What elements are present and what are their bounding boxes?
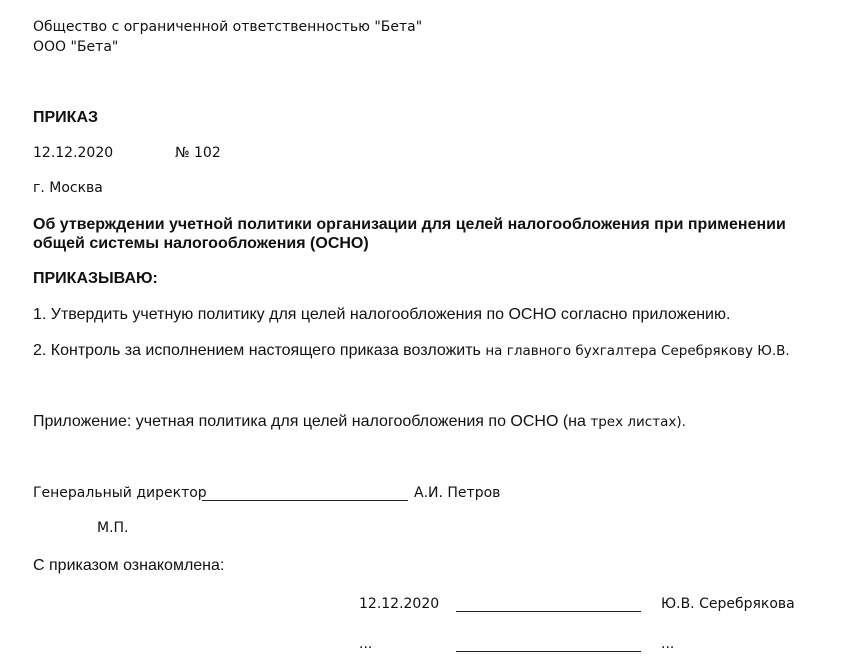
order-date: 12.12.2020 (33, 145, 114, 161)
acknowledgement-signature-line (456, 651, 641, 652)
acknowledgement-date: 12.12.2020 (359, 596, 440, 612)
order-subject-line-1: Об утверждении учетной политики организации для целей налогообложения при применении (33, 216, 786, 233)
acknowledgement-label: С приказом ознакомлена: (33, 557, 225, 574)
acknowledgement-name: ... (661, 636, 675, 652)
order-item-2-suffix: на главного бухгалтера Серебрякову Ю.В. (485, 343, 790, 359)
org-full-name: Общество с ограниченной ответственностью "Бета" (33, 19, 423, 35)
signature-name: А.И. Петров (414, 485, 501, 501)
order-directive: ПРИКАЗЫВАЮ: (33, 270, 158, 287)
order-item-1: 1. Утвердить учетную политику для целей налогообложения по ОСНО согласно приложению. (33, 306, 731, 323)
order-attachment (33, 412, 686, 431)
order-city: г. Москва (33, 180, 103, 196)
order-attachment-prefix: Приложение: учетная политика для целей налогообложения по ОСНО (на (33, 413, 591, 430)
acknowledgement-signature-line (456, 611, 641, 612)
signature-line (202, 500, 408, 501)
signature-position: Генеральный директор (33, 485, 207, 501)
acknowledgement-name: Ю.В. Серебрякова (661, 596, 795, 612)
acknowledgement-date: ... (359, 636, 373, 652)
order-number: № 102 (175, 145, 221, 161)
org-short-name: ООО "Бета" (33, 39, 119, 55)
order-subject-line-2: общей системы налогообложения (ОСНО) (33, 235, 369, 252)
order-item-2-prefix: 2. Контроль за исполнением настоящего приказа возложить (33, 342, 486, 359)
stamp-placeholder: М.П. (97, 520, 129, 536)
order-title: ПРИКАЗ (33, 109, 99, 126)
order-item-2 (33, 341, 790, 360)
order-attachment-suffix: трех листах). (590, 414, 686, 430)
